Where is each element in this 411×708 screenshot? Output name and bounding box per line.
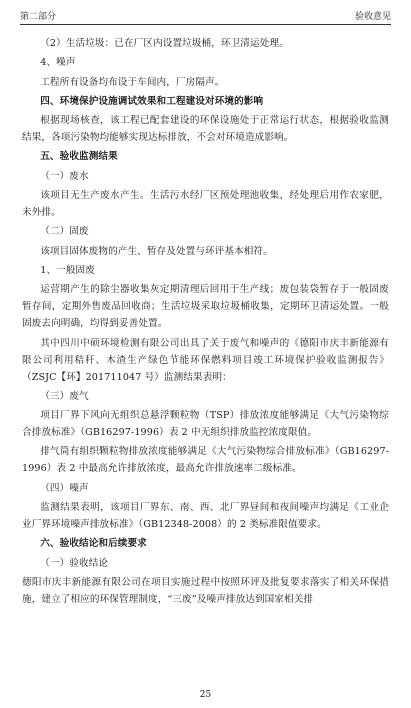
paragraph: 项目厂界下风向无组织总悬浮颗粒物（TSP）排放浓度能够满足《大气污染物综合排放标准》（GB16297-1996）表 2 中无组织排放监控浓度限值。 [22,410,389,439]
paragraph: （三）废气 [40,390,89,402]
paragraph: （四）噪声 [40,482,89,494]
section-heading: 六、验收结论和后续要求 [40,538,147,550]
paragraph: 德阳市庆丰新能源有限公司在项目实施过程中按照环评及批复要求落实了相关环保措施，建立了相应的环保管理制度，“三废”及噪声排放达到国家相关排 [22,576,389,605]
paragraph: 该项目固体废物的产生、暂存及处置与环评基本相符。 [40,245,273,257]
paragraph: （2）生活垃圾：已在厂区内设置垃圾桶，环卫清运处理。 [40,38,289,49]
paragraph: （一）验收结论 [40,557,109,569]
paragraph: 监测结果表明，该项目厂界东、南、西、北厂界昼间和夜间噪声均满足《工业企业厂界环境噪声排放标准》（GB12348-2008）的 2 类标准限值要求。 [22,502,389,531]
paragraph: （一）废水 [40,170,89,182]
paragraph: 该项目无生产废水产生。生活污水经厂区预处理池收集，经处理后用作农家肥，未外排。 [22,190,389,219]
header-title: 验收意见 [354,12,391,22]
paragraph: 工程所有设备均布设于车间内，厂房隔声。 [40,76,225,88]
section-heading: 五、验收监测结果 [40,151,118,163]
header-rule [20,24,391,25]
paragraph: 4、噪声 [40,57,76,69]
paragraph: 1、一般固废 [40,264,95,276]
paragraph: 根据现场核查，该工程已配套建设的环保设施处于正常运行状态，根据验收监测结果，各项污染物均能够实现达标排放，不会对环境造成影响。 [22,115,389,144]
document-body [22,35,389,610]
paragraph: 其中四川中硕环境检测有限公司出具了关于废气和噪声的《德阳市庆丰新能源有限公司利用秸秆、木渣生产绿色节能环保燃料项目竣工环境保护验收监测报告》（ZSJC【环】201711047 号）监测结果表明： [22,337,389,383]
page-number: 25 [199,690,212,700]
section-heading: 四、环境保护设施调试效果和工程建设对环境的影响 [40,95,264,107]
paragraph: 运营期产生的除尘器收集灰定期清理后回用于生产线；废包装袋暂存于一般固废暂存间，定期外售废品回收商；生活垃圾采取垃圾桶收集，定期环卫清运处置。一般固废去向明确，均得到妥善处置。 [22,284,389,330]
paragraph: （二）固废 [40,226,89,238]
header-section: 第二部分 [20,12,57,22]
paragraph: 排气筒有组织颗粒物排放浓度能够满足《大气污染物综合排放标准》（GB16297-1996）表 2 中最高允许排放浓度，最高允许排放速率二级标准。 [22,446,389,475]
page-header [20,6,391,22]
